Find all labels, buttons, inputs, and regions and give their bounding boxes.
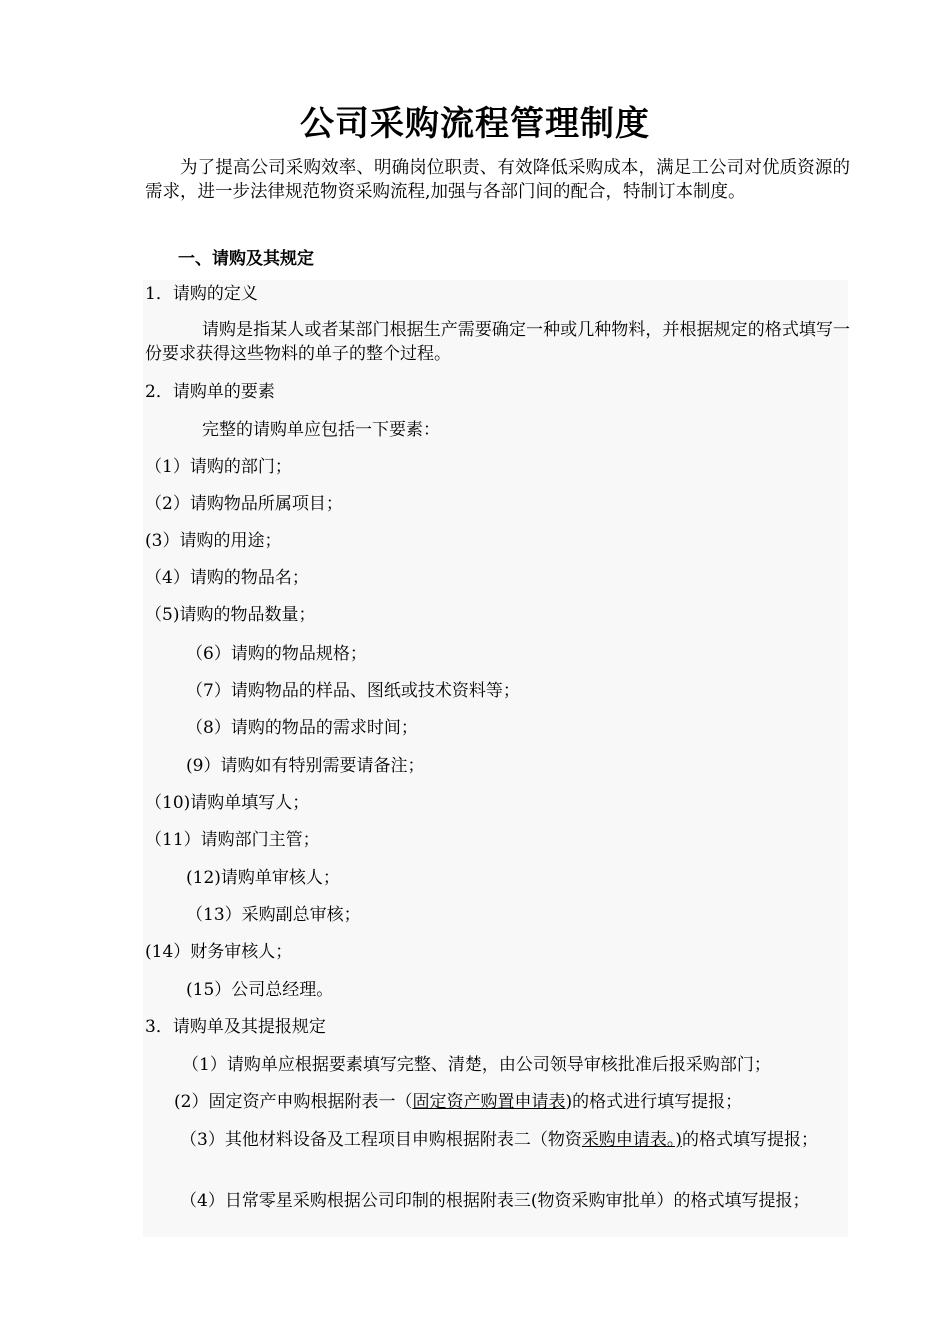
purchase-request-form-link: 采购申请表。): [581, 1130, 682, 1150]
rule-4: （4）日常零星采购根据公司印制的根据附表三(物资采购审批单）的格式填写提报；: [180, 1191, 810, 1211]
list-item: （4）请购的物品名；: [145, 568, 309, 588]
elements-intro: 完整的请购单应包括一下要素：: [202, 420, 440, 440]
list-item: （1）请购的部门；: [145, 457, 292, 477]
list-item: （8）请购的物品的需求时间；: [186, 718, 418, 738]
list-item: （2）请购物品所属项目；: [145, 494, 343, 514]
item-title-submission: 3．请购单及其提报规定: [145, 1017, 326, 1037]
definition-body: 请购是指某人或者某部门根据生产需要确定一种或几种物料，并根据规定的格式填写一份要求获得这些物料的单子的整个过程。: [145, 320, 850, 364]
list-item: (9）请购如有特别需要请备注；: [186, 756, 425, 776]
list-item: (14）财务审核人；: [145, 942, 293, 962]
section-heading: 一、请购及其规定: [178, 249, 314, 269]
list-item: （10)请购单填写人；: [145, 793, 310, 813]
list-item: (3）请购的用途；: [145, 531, 282, 551]
page-title: 公司采购流程管理制度: [300, 104, 650, 144]
rule-3: [145, 1128, 850, 1152]
rule-3-text-a: （3）其他材料设备及工程项目申购根据附表二（物资: [180, 1130, 582, 1150]
intro-paragraph: 为了提高公司采购效率、明确岗位职责、有效降低采购成本，满足工公司对优质资源的需求，进一步法律规范物资采购流程,加强与各部门间的配合，特制订本制度。: [145, 158, 850, 202]
list-item: （7）请购物品的样品、图纸或技术资料等；: [186, 681, 520, 701]
rule-1: （1）请购单应根据要素填写完整、清楚，由公司领导审核批准后报采购部门；: [182, 1055, 771, 1075]
item-title-definition: 1．请购的定义: [145, 284, 258, 304]
list-item: （11）请购部门主管；: [145, 830, 320, 850]
item-title-elements: 2．请购单的要素: [145, 382, 275, 402]
fixed-asset-form-link: 固定资产购置申请表: [412, 1092, 566, 1112]
rule-3-text-b: 的格式填写提报；: [681, 1130, 818, 1150]
rule-2-text-b: )的格式进行填写提报；: [565, 1092, 743, 1112]
list-item: (12)请购单审核人；: [186, 868, 340, 888]
rule-2-text-a: (2）固定资产申购根据附表一（: [174, 1092, 413, 1112]
list-item: (15）公司总经理。: [186, 980, 334, 1000]
list-item: （13）采购副总审核；: [186, 905, 361, 925]
list-item: （6）请购的物品规格；: [186, 644, 367, 664]
list-item: （5)请购的物品数量；: [145, 605, 316, 625]
rule-2: [174, 1090, 742, 1114]
